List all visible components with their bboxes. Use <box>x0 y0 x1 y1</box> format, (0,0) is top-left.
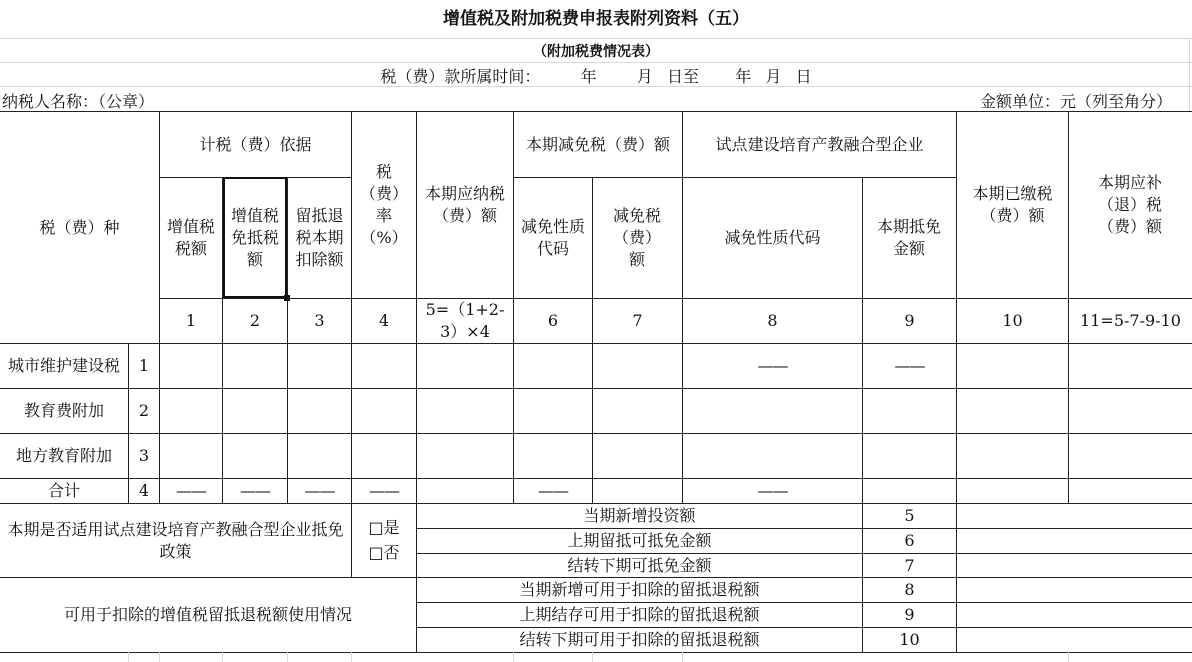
header-rate: 税（费）率（%） <box>360 162 409 247</box>
policy-item-label: 当期新增投资额 <box>583 506 696 525</box>
header-reduction-amount: 减免税（费）额 <box>612 206 661 269</box>
amount-unit-label: 金额单位：元（列至角分） <box>979 92 1172 111</box>
header-vat-amount: 增值税税额 <box>166 217 215 258</box>
dash-mark: —— <box>240 481 270 500</box>
header-pilot-amount: 本期抵免金额 <box>876 217 941 258</box>
policy-item-label: 结转下期可抵免金额 <box>567 555 712 575</box>
policy-item-number: 5 <box>904 506 915 525</box>
row-number: 4 <box>138 481 150 500</box>
row-label-local-education: 地方教育附加 <box>15 446 112 465</box>
header-pilot-code: 减免性质代码 <box>724 228 821 247</box>
header-reduction-group: 本期减免税（费）额 <box>525 134 670 154</box>
refund-item-label: 上期结存可用于扣除的留抵退税额 <box>519 605 760 624</box>
refund-item-number: 8 <box>904 580 915 599</box>
dash-mark: —— <box>369 481 399 500</box>
col-number: 9 <box>904 311 915 330</box>
col-number: 11=5-7-9-10 <box>1080 311 1181 330</box>
dash-mark: —— <box>757 481 788 500</box>
row-label-total: 合计 <box>47 481 80 500</box>
period-day-end: 日 <box>795 67 812 86</box>
refund-item-label: 当期新增可用于扣除的留抵退税额 <box>519 580 760 599</box>
dash-mark: —— <box>538 481 568 500</box>
refund-item-number: 9 <box>904 605 915 624</box>
header-due: 本期应补（退）税（费）额 <box>1097 173 1162 236</box>
period-label: 税（费）款所属时间： <box>380 67 541 86</box>
col-number: 5=（1+2-3）×4 <box>425 300 505 341</box>
dash-mark: —— <box>894 356 925 375</box>
period-day-start: 日至 <box>666 67 699 86</box>
period-year-start: 年 <box>580 67 597 86</box>
policy-yes-checkbox[interactable]: □是 <box>368 518 400 537</box>
col-number: 6 <box>547 311 559 330</box>
header-pilot-group: 试点建设培育产教融合型企业 <box>715 134 924 154</box>
header-tax-type: 税（费）种 <box>39 217 120 237</box>
gridline <box>0 62 1192 63</box>
col-number: 2 <box>249 311 261 330</box>
dash-mark: —— <box>304 481 335 500</box>
row-number: 2 <box>138 401 150 420</box>
row-label-city-tax: 城市维护建设税 <box>7 356 120 375</box>
taxpayer-name-label: 纳税人名称：（公章） <box>2 92 155 111</box>
tax-period <box>0 64 1192 87</box>
period-month-start: 月 <box>636 67 653 86</box>
form-title: 增值税及附加税费申报表附列资料（五） <box>443 9 749 29</box>
period-year-end: 年 <box>735 67 752 86</box>
refund-item-label: 结转下期可用于扣除的留抵退税额 <box>519 630 760 649</box>
col-number: 8 <box>767 311 778 330</box>
col-number: 1 <box>185 311 197 330</box>
policy-no-checkbox[interactable]: □否 <box>368 543 400 562</box>
col-number: 10 <box>1002 311 1023 330</box>
period-month-end: 月 <box>765 67 782 86</box>
policy-item-label: 上期留抵可抵免金额 <box>567 531 712 550</box>
header-basis-group: 计税（费）依据 <box>199 134 312 154</box>
header-vat-exempt: 增值税免抵税额 <box>230 206 279 269</box>
row-label-education: 教育费附加 <box>23 401 104 420</box>
row-number: 1 <box>138 356 150 375</box>
policy-item-number: 6 <box>904 531 915 550</box>
refund-usage-label: 可用于扣除的增值税留抵退税额使用情况 <box>63 605 352 624</box>
policy-question: 本期是否适用试点建设培育产教融合型企业抵免政策 <box>7 519 344 561</box>
col-number: 3 <box>314 311 325 330</box>
row-number: 3 <box>138 446 150 465</box>
col-number: 4 <box>378 311 390 330</box>
col-number: 7 <box>632 311 643 330</box>
dash-mark: —— <box>176 481 206 500</box>
dash-mark: —— <box>757 356 788 375</box>
gridline <box>0 38 1192 39</box>
header-payable: 本期应纳税（费）额 <box>424 184 505 225</box>
form-subtitle: （附加税费情况表） <box>533 44 659 60</box>
refund-item-number: 10 <box>899 630 920 649</box>
header-refund-deduct: 留抵退税本期扣除额 <box>295 206 344 269</box>
header-reduction-code: 减免性质代码 <box>520 217 585 258</box>
header-paid: 本期已缴税（费）额 <box>972 184 1053 225</box>
policy-item-number: 7 <box>904 555 915 575</box>
